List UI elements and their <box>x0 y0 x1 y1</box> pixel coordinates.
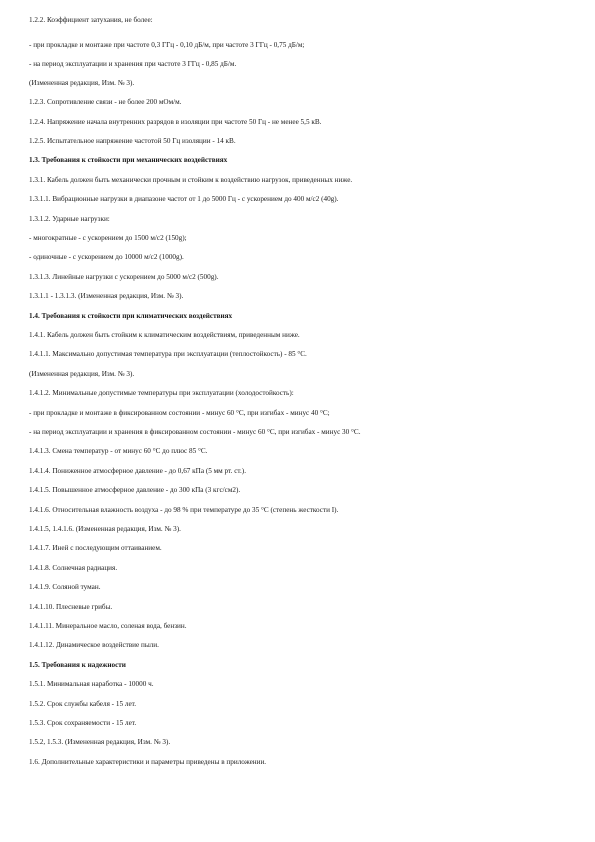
paragraph-1-4-1-8: 1.4.1.8. Солнечная радиация. <box>29 564 118 572</box>
paragraph-1-2-5: 1.2.5. Испытательное напряжение частотой 50 Гц изоляции - 14 кВ. <box>29 137 236 145</box>
paragraph-1-5-3: 1.5.3. Срок сохраняемости - 15 лет. <box>29 719 137 727</box>
paragraph-operation-attenuation: - на период эксплуатации и хранения при частоте 3 ГГц - 0,85 дБ/м. <box>29 60 237 68</box>
paragraph-1-3-1: 1.3.1. Кабель должен быть механически прочным и стойким к воздействию нагрузок, приведенных ниже. <box>29 176 353 184</box>
paragraph-1-2-4: 1.2.4. Напряжение начала внутренних разрядов в изоляции при частоте 50 Гц - не менее 5,5 кВ. <box>29 118 322 126</box>
paragraph-multiple-shocks: - многократные - с ускорением до 1500 м/с2 (150g); <box>29 234 187 242</box>
section-heading-1-5: 1.5. Требования к надежности <box>29 661 126 669</box>
paragraph-single-shocks: - одиночные - с ускорением до 10000 м/с2 (1000g). <box>29 253 184 261</box>
paragraph-1-3-1-2: 1.3.1.2. Ударные нагрузки: <box>29 215 110 223</box>
amendment-note: 1.3.1.1 - 1.3.1.3. (Измененная редакция, Изм. № 3). <box>29 292 184 300</box>
amendment-note: (Измененная редакция, Изм. № 3). <box>29 370 135 378</box>
paragraph-mounting-attenuation: - при прокладке и монтаже при частоте 0,3 ГГц - 0,10 дБ/м, при частоте 3 ГГц - 0,75 дБ/м; <box>29 41 305 49</box>
paragraph-1-4-1-7: 1.4.1.7. Иней с последующим оттаиванием. <box>29 544 162 552</box>
paragraph-1-4-1-4: 1.4.1.4. Пониженное атмосферное давление - до 0,67 кПа (5 мм рт. ст.). <box>29 467 246 475</box>
paragraph-operation-cold: - на период эксплуатации и хранения в фиксированном состоянии - минус 60 °С, при изгибах - минус 30 °С. <box>29 428 361 436</box>
paragraph-1-2-3: 1.2.3. Сопротивление связи - не более 200 мОм/м. <box>29 98 182 106</box>
section-heading-1-4: 1.4. Требования к стойкости при климатических воздействиях <box>29 312 233 320</box>
amendment-note: (Измененная редакция, Изм. № 3). <box>29 79 135 87</box>
paragraph-1-4-1-1: 1.4.1.1. Максимально допустимая температура при эксплуатации (теплостойкость) - 85 °С. <box>29 350 307 358</box>
paragraph-mounting-cold: - при прокладке и монтаже в фиксированном состоянии - минус 60 °С, при изгибах - минус 40 °С; <box>29 409 330 417</box>
paragraph-1-4-1-11: 1.4.1.11. Минеральное масло, соленая вода, бензин. <box>29 622 187 630</box>
paragraph-1-4-1-9: 1.4.1.9. Соляной туман. <box>29 583 101 591</box>
section-heading-1-3: 1.3. Требования к стойкости при механических воздействиях <box>29 156 228 164</box>
paragraph-1-6: 1.6. Дополнительные характеристики и параметры приведены в приложении. <box>29 758 267 766</box>
paragraph-1-3-1-1: 1.3.1.1. Вибрационные нагрузки в диапазоне частот от 1 до 5000 Гц - с ускорением до 400 м/с2 (40g). <box>29 195 339 203</box>
amendment-note: 1.4.1.5, 1.4.1.6. (Измененная редакция, Изм. № 3). <box>29 525 181 533</box>
amendment-note: 1.5.2, 1.5.3. (Измененная редакция, Изм. № 3). <box>29 738 171 746</box>
paragraph-1-4-1-6: 1.4.1.6. Относительная влажность воздуха - до 98 % при температуре до 35 °С (степень жесткости I). <box>29 506 339 514</box>
paragraph-1-4-1-12: 1.4.1.12. Динамическое воздействие пыли. <box>29 641 159 649</box>
paragraph-1-4-1-3: 1.4.1.3. Смена температур - от минус 60 °С до плюс 85 °С. <box>29 447 208 455</box>
paragraph-1-4-1-10: 1.4.1.10. Плесневые грибы. <box>29 603 113 611</box>
paragraph-1-2-2: 1.2.2. Коэффициент затухания, не более: <box>29 16 153 24</box>
paragraph-1-4-1-2: 1.4.1.2. Минимальные допустимые температуры при эксплуатации (холодостойкость): <box>29 389 294 397</box>
paragraph-1-3-1-3: 1.3.1.3. Линейные нагрузки с ускорением до 5000 м/с2 (500g). <box>29 273 219 281</box>
paragraph-1-4-1: 1.4.1. Кабель должен быть стойким к климатическим воздействиям, приведенным ниже. <box>29 331 300 339</box>
paragraph-1-4-1-5: 1.4.1.5. Повышенное атмосферное давление - до 300 кПа (3 кгс/см2). <box>29 486 241 494</box>
paragraph-1-5-2: 1.5.2. Срок службы кабеля - 15 лет. <box>29 700 137 708</box>
paragraph-1-5-1: 1.5.1. Минимальная наработка - 10000 ч. <box>29 680 154 688</box>
